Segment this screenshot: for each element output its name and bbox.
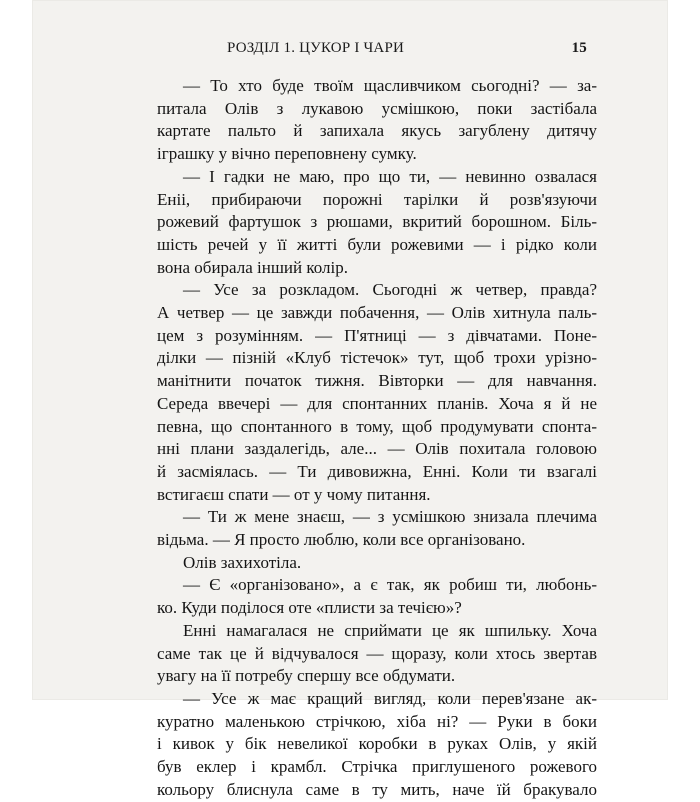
running-head bbox=[227, 40, 587, 57]
text-line: куратно маленькою стрічкою, хіба ні? — Руки в боки bbox=[157, 711, 597, 731]
text-line: й засміялась. — Ти дивовижна, Енні. Коли ти взагалі bbox=[157, 461, 597, 481]
text-line: питала Олів з лукавою усмішкою, поки застібала bbox=[157, 98, 597, 118]
book-page bbox=[32, 0, 668, 799]
text-line: Енні намагалася не сприймати це як шпильку. Хоча bbox=[183, 620, 597, 640]
text-line: відьма. — Я просто люблю, коли все організовано. bbox=[157, 530, 526, 550]
text-line: — Усе ж має кращий вигляд, коли перев'язане ак- bbox=[183, 688, 597, 708]
text-line: кольору блиснула саме в ту мить, наче їй бракувало bbox=[157, 779, 597, 799]
text-line: шість речей у її житті були рожевими — і рідко коли bbox=[157, 234, 597, 254]
text-line: ділки — пізній «Клуб тістечок» тут, щоб трохи урізно- bbox=[157, 348, 597, 368]
text-line: був еклер і крамбл. Стрічка приглушеного рожевого bbox=[157, 757, 597, 777]
text-line: іграшку у вічно переповнену сумку. bbox=[157, 144, 417, 164]
text-line: увагу на її потребу спершу все обдумати. bbox=[157, 666, 456, 686]
text-line: — Ти ж мене знаєш, — з усмішкою знизала плечима bbox=[183, 507, 597, 527]
text-line: Олів захихотіла. bbox=[183, 552, 302, 572]
text-line: вона обирала інший колір. bbox=[157, 257, 349, 277]
text-line: Еніі, прибираючи порожні тарілки й розв'язуючи bbox=[157, 189, 597, 209]
text-line: рожевий фартушок з рюшами, вкритий борошном. Біль- bbox=[157, 212, 597, 232]
text-line: картате пальто й запихала якусь загублену дитячу bbox=[157, 121, 597, 141]
text-line: цем з розумінням. — П'ятниці — з дівчатами. Поне- bbox=[157, 325, 597, 345]
chapter-title: РОЗДІЛ 1. ЦУКОР І ЧАРИ bbox=[227, 40, 405, 56]
text-line: манітнити початок тижня. Вівторки — для навчання. bbox=[157, 371, 597, 391]
text-line: — Є «організовано», а є так, як робиш ти, любонь- bbox=[183, 575, 597, 595]
text-line: ко. Куди поділося оте «плисти за течією»? bbox=[157, 598, 462, 618]
text-line: — І гадки не маю, про що ти, — невинно озвалася bbox=[183, 166, 597, 186]
text-line: А четвер — це завжди побачення, — Олів хитнула паль- bbox=[157, 303, 597, 323]
text-line: певна, що спонтанного в тому, щоб продумувати спонта- bbox=[157, 416, 597, 436]
body-text bbox=[157, 75, 597, 799]
text-line: саме так це й відчувалося — щоразу, коли хтось звертав bbox=[157, 643, 597, 663]
page-number: 15 bbox=[571, 40, 587, 56]
text-line: — Усе за розкладом. Сьогодні ж четвер, правда? bbox=[183, 280, 597, 300]
text-line: Середа ввечері — для спонтанних планів. Хоча я й не bbox=[157, 393, 597, 413]
text-line: встигаєш спати — от у чому питання. bbox=[157, 484, 431, 504]
text-line: нні плани заздалегідь, але... — Олів похитала головою bbox=[157, 439, 597, 459]
text-line: — То хто буде твоїм щасливчиком сьогодні? — за- bbox=[183, 76, 597, 95]
text-line: і кивок у бік невеликої коробки в руках Олів, у якій bbox=[157, 734, 597, 754]
